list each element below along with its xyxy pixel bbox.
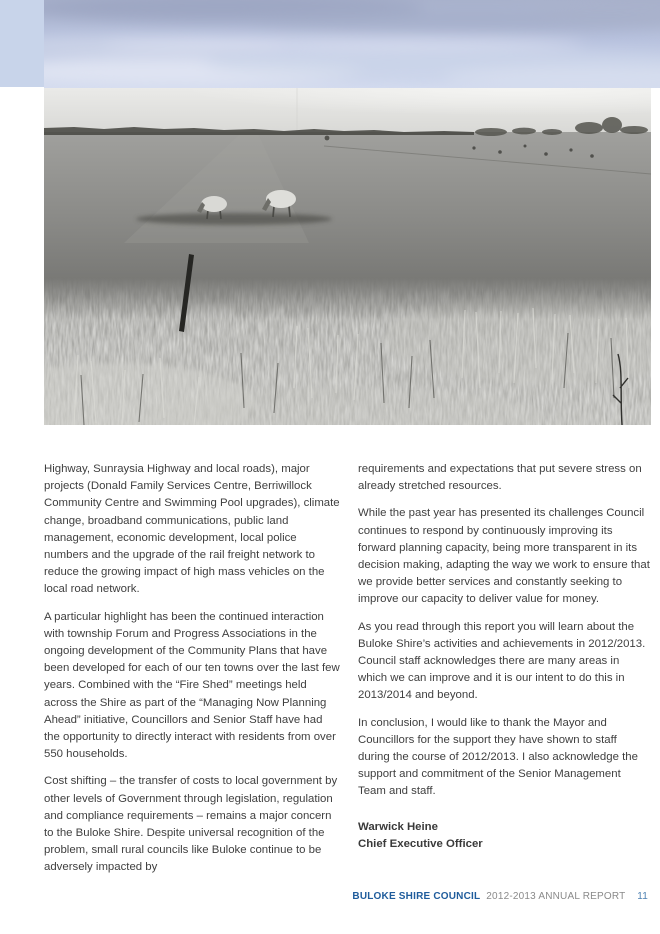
- paddock-photo: [44, 88, 651, 425]
- paragraph: As you read through this report you will learn about the Buloke Shire’s activities and achievements in 2012/2013. Council staff acknowledges there are many areas in which we can improve and it is our intent to do this in 2013/2014 and beyond.: [358, 620, 646, 702]
- paragraph: While the past year has presented its challenges Council continues to respond by continuously improving its forward planning capacity, being more transparent in its decision making, adapting the way we work to ensure that we provide better services and constantly seeking to improve our capacity to deliver value for money.: [358, 507, 650, 606]
- signature-title: Chief Executive Officer: [358, 837, 483, 850]
- left-column: [44, 461, 340, 887]
- body-text: [44, 461, 651, 887]
- signature-block: [358, 819, 651, 853]
- page-footer: [352, 890, 648, 904]
- paragraph: In conclusion, I would like to thank the Mayor and Councillors for the support they have shown to staff during the course of 2012/2013. I also acknowledge the support and commitment of the Senior Management Team and staff.: [358, 716, 638, 798]
- paragraph: A particular highlight has been the continued interaction with township Forum and Progress Associations in the ongoing development of the Community Plans that have been developed for each of our ten towns over the last few years. Combined with the “Fire Shed” meetings held across the Shire as part of the “Managing Now Planning Ahead” initiative, Councillors and Senior Staff have had the opportunity to directly interact with residents from over 550 households.: [44, 610, 340, 761]
- paragraph: Highway, Sunraysia Highway and local roads), major projects (Donald Family Services Centre, Berriwillock Community Centre and Swimming Pool upgrades), climate change, broadband communications, public land management, economic development, local police numbers and the upgrade of the rail freight network to reduce the growing impact of high mass vehicles on the local road network.: [44, 463, 340, 596]
- paragraph: requirements and expectations that put severe stress on already stretched resources.: [358, 463, 642, 493]
- paragraph: Cost shifting – the transfer of costs to local government by other levels of Government through legislation, regulation and compliance requirements – remains a major concern to the Buloke Shire. Despite universal recognition of the problem, small rural councils like Buloke continue to be adversely impacted by: [44, 775, 338, 874]
- footer-council-name: BULOKE SHIRE COUNCIL: [352, 891, 481, 902]
- right-column: [358, 461, 651, 887]
- header-sky-photo: [44, 0, 660, 88]
- footer-report-title: 2012-2013 ANNUAL REPORT: [486, 891, 626, 902]
- footer-page-number: 11: [637, 891, 648, 902]
- header-band: [0, 0, 660, 88]
- signature-name: Warwick Heine: [358, 820, 438, 833]
- header-corner-square: [0, 0, 44, 87]
